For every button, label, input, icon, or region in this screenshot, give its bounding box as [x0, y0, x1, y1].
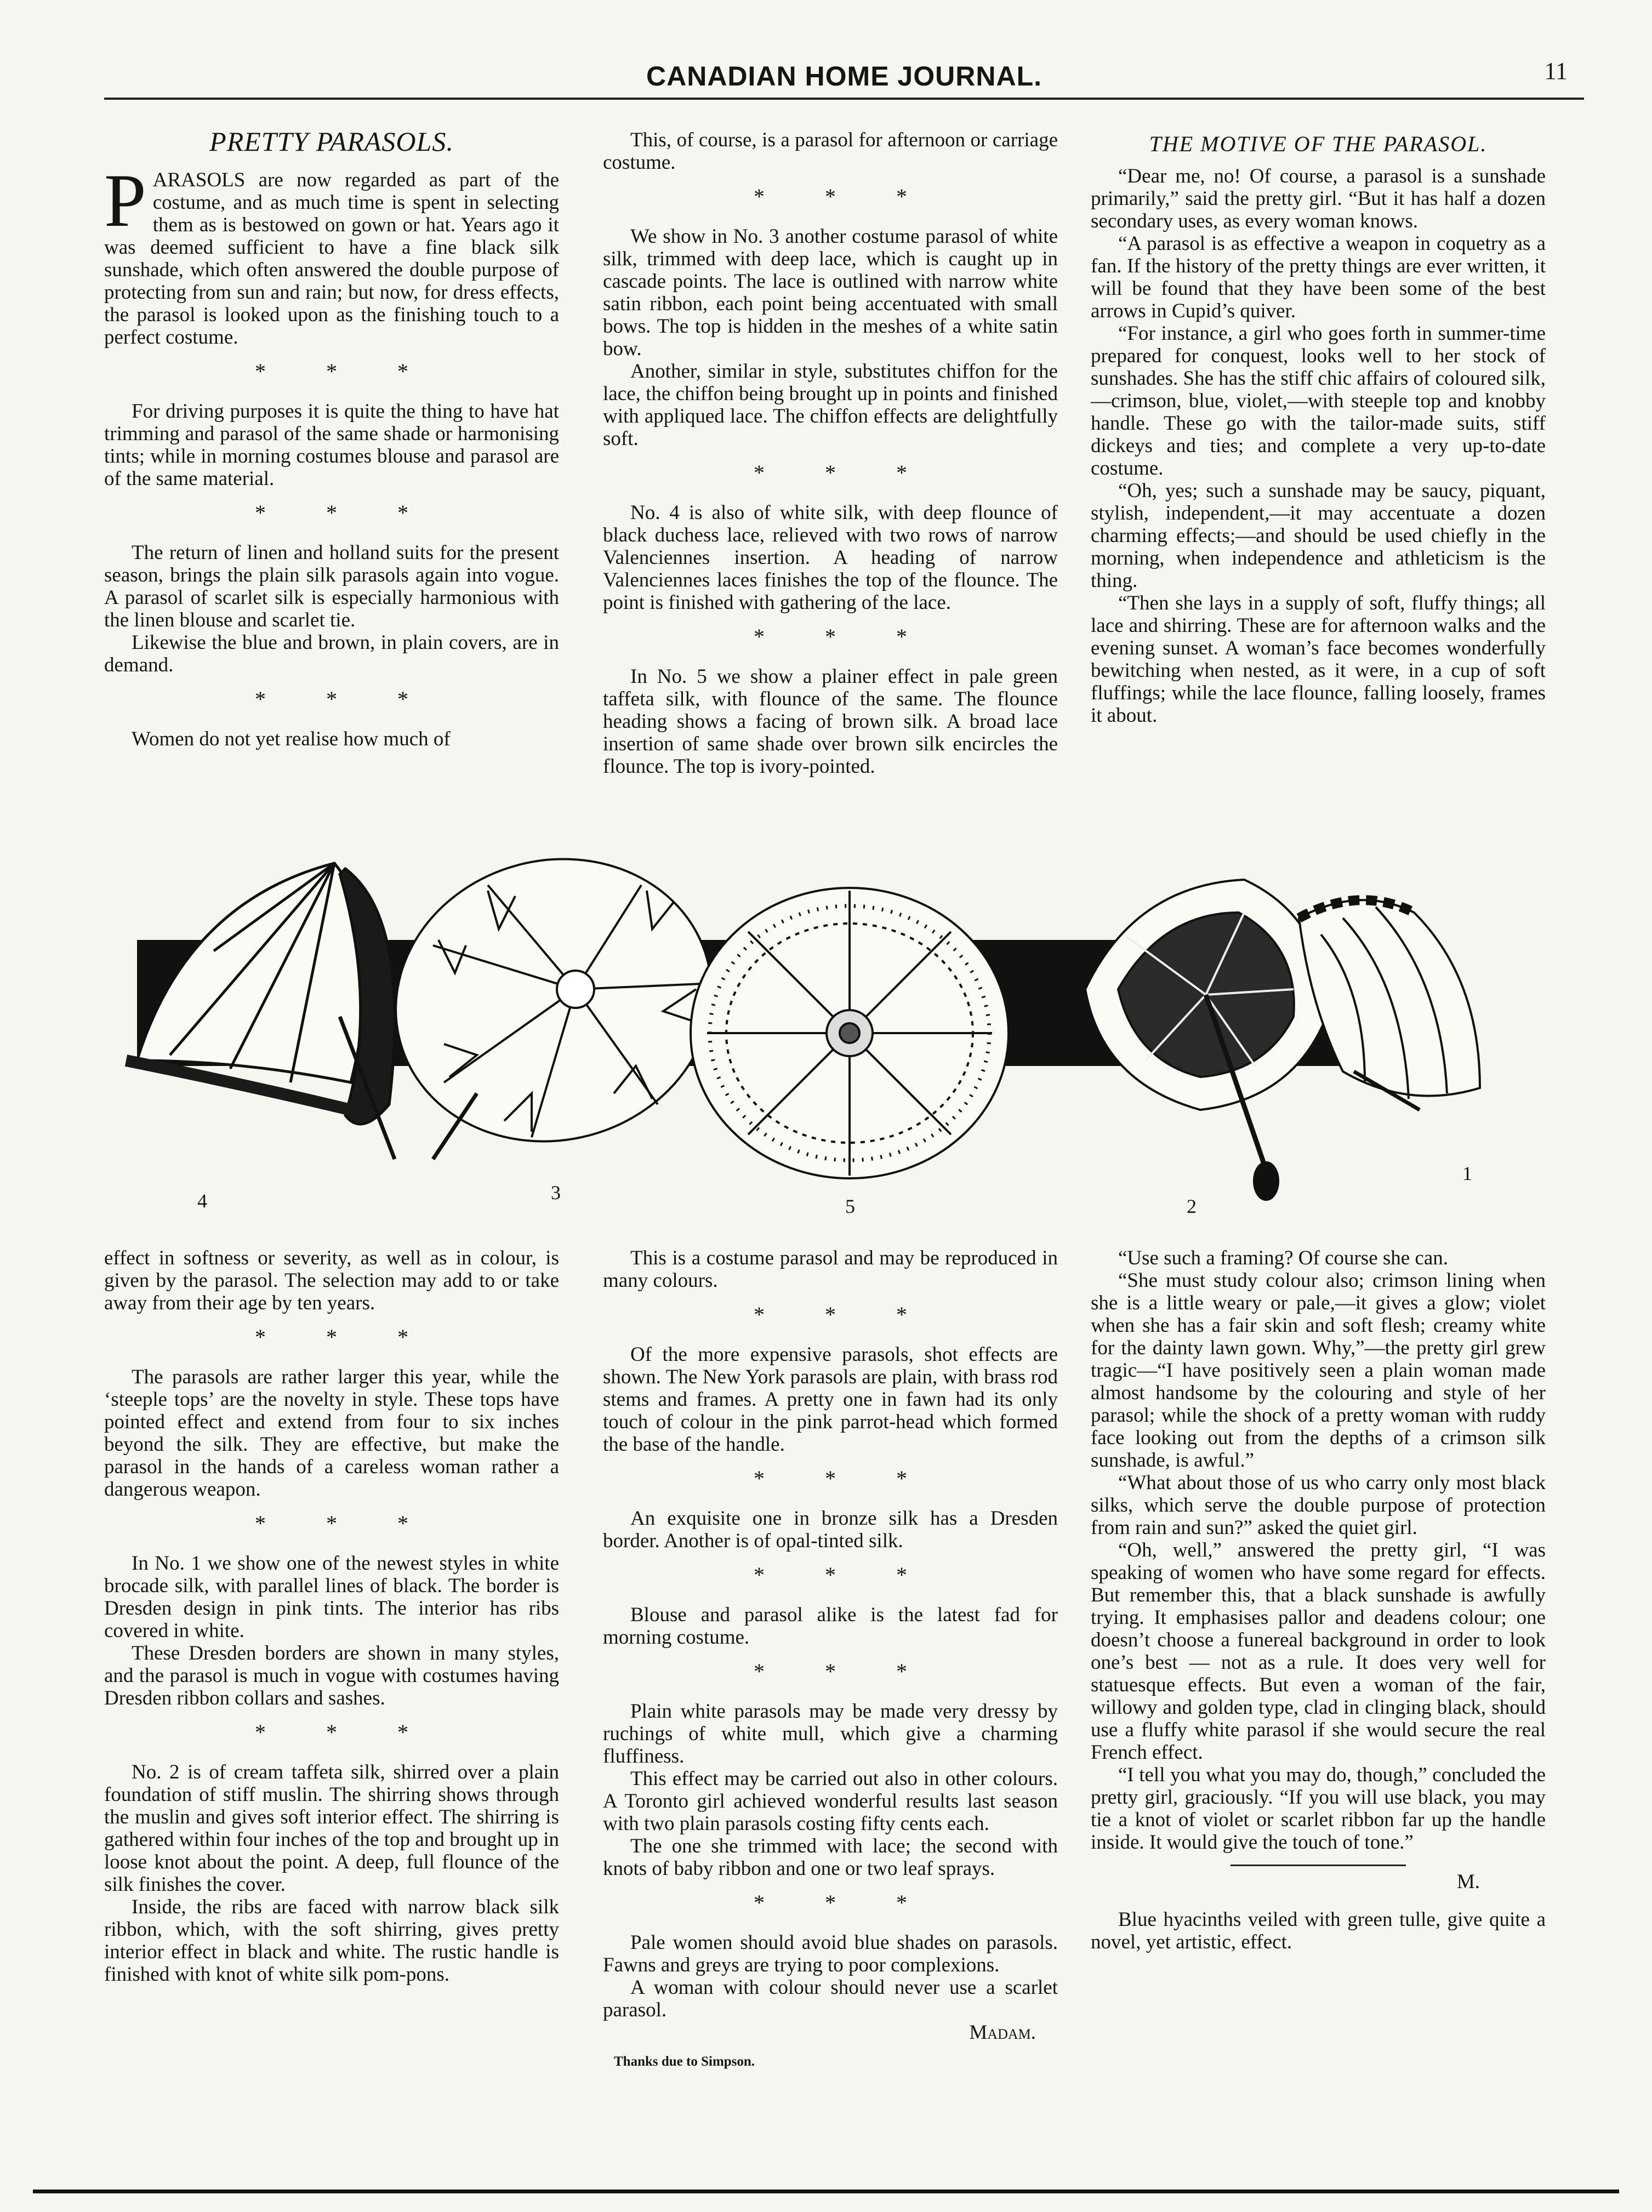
- page-number: 11: [1544, 58, 1568, 84]
- paragraph: We show in No. 3 another costume parasol of white silk, trimmed with deep lace, which is caught up in cascade points. The lace is outlined with narrow white satin ribbon, each point being accentuated with small bows. The top is hidden in the meshes of a white satin bow.: [603, 225, 1058, 360]
- paragraph: Inside, the ribs are faced with narrow black silk ribbon, which, with the soft shirring, gives pretty interior effect in black and white. The rustic handle is finished with knot of white silk pom-pons.: [104, 1896, 559, 1986]
- column-1-bottom: [104, 1247, 559, 1986]
- signature-madam: Madam.: [969, 2021, 1036, 2044]
- paragraph: Likewise the blue and brown, in plain covers, are in demand.: [104, 631, 559, 676]
- article-heading-motive: THE MOTIVE OF THE PARASOL.: [1149, 132, 1488, 156]
- credit-line: Thanks due to Simpson.: [614, 2054, 755, 2069]
- paragraph: In No. 1 we show one of the newest styles in white brocade silk, with parallel lines of black. The border is Dresden design in pink tints. The interior has ribs covered in white.: [104, 1552, 559, 1642]
- section-divider: * * *: [754, 460, 935, 485]
- article-heading-pretty-parasols: PRETTY PARASOLS.: [209, 126, 454, 157]
- section-divider: * * *: [255, 687, 436, 711]
- article-end-rule: [1231, 1865, 1406, 1866]
- figure-label-1: 1: [1462, 1162, 1472, 1184]
- paragraph: No. 4 is also of white silk, with deep flounce of black duchess lace, relieved with two rows of narrow Valenciennes insertion. A heading of narrow Valenciennes laces finishes the top of the flounce. The point is finished with gathering of the lace.: [603, 501, 1058, 614]
- figure-label-5: 5: [845, 1195, 855, 1217]
- parasol-4-drawing: [126, 863, 395, 1159]
- paragraph: effect in softness or severity, as well as in colour, is given by the parasol. The selection may add to or take away from their age by ten years.: [104, 1247, 559, 1314]
- column-3-bottom: [1091, 1247, 1546, 1953]
- paragraph: The one she trimmed with lace; the second with knots of baby ribbon and one or two leaf sprays.: [603, 1835, 1058, 1880]
- figure-label-4: 4: [197, 1190, 207, 1212]
- section-divider: * * *: [255, 1720, 436, 1744]
- paragraph: “Then she lays in a supply of soft, fluffy things; all lace and shirring. These are for afternoon walks and the evening sunset. A woman’s face becomes wonderfully bewitching when nested, as it were, in a cup of soft fluffings; while the lace flounce, falling loosely, frames it about.: [1091, 592, 1546, 727]
- section-divider: * * *: [754, 1466, 935, 1491]
- paragraph: “A parasol is as effective a weapon in coquetry as a fan. If the history of the pretty things are ever written, it will be found that they have been some of the best arrows in Cupid’s quiver.: [1091, 232, 1546, 322]
- paragraph: “I tell you what you may do, though,” concluded the pretty girl, graciously. “If you will use black, you may tie a knot of violet or scarlet ribbon far up the handle inside. It would give the touch of tone.”: [1091, 1764, 1546, 1854]
- parasol-5-drawing: [691, 888, 1009, 1178]
- figure-label-2: 2: [1187, 1195, 1197, 1217]
- parasol-2-drawing: [1085, 880, 1326, 1200]
- paragraph: Women do not yet realise how much of: [132, 728, 451, 750]
- section-divider: * * *: [754, 1659, 935, 1684]
- paragraph: Pale women should avoid blue shades on parasols. Fawns and greys are trying to poor complexions.: [603, 1931, 1058, 1976]
- parasol-1-drawing: [1299, 900, 1480, 1110]
- paragraph: “Use such a framing? Of course she can.: [1118, 1247, 1449, 1269]
- paragraph: The parasols are rather larger this year, while the ‘steeple tops’ are the novelty in style. These tops have pointed effect and extend from four to six inches beyond the silk. They are effective, but make the parasol in the hands of a careless woman rather a dangerous weapon.: [104, 1366, 559, 1501]
- footer-rule: [33, 2190, 1619, 2193]
- paragraph: An exquisite one in bronze silk has a Dresden border. Another is of opal-tinted silk.: [603, 1507, 1058, 1552]
- drop-cap: P: [104, 158, 146, 242]
- column-1-top: [104, 126, 559, 750]
- paragraph: In No. 5 we show a plainer effect in pale green taffeta silk, with flounce of the same. The flounce heading shows a facing of brown silk. A broad lace insertion of same shade over brown silk encircles the flounce. The top is ivory-pointed.: [603, 665, 1058, 778]
- section-divider: * * *: [754, 1563, 935, 1587]
- paragraph: This, of course, is a parasol for afternoon or carriage costume.: [603, 129, 1058, 174]
- paragraph: This is a costume parasol and may be reproduced in many colours.: [603, 1247, 1058, 1292]
- signature-m: M.: [1456, 1871, 1480, 1893]
- column-2-bottom: [603, 1247, 1058, 2073]
- section-divider: * * *: [754, 624, 935, 649]
- parasols-illustration: [104, 852, 1584, 1230]
- paragraph: Of the more expensive parasols, shot effects are shown. The New York parasols are plain, with brass rod stems and frames. A pretty one in fawn had its only touch of colour in the pink parrot-head which formed the base of the handle.: [603, 1343, 1058, 1456]
- section-divider: * * *: [255, 500, 436, 525]
- paragraph: Another, similar in style, substitutes chiffon for the lace, the chiffon being brought up in points and finished with appliqued lace. The chiffon effects are delightfully soft.: [603, 360, 1058, 450]
- paragraph: “She must study colour also; crimson lining when she is a little weary or pale,—it gives a glow; violet when she has a fair skin and soft flesh; creamy white for the dainty lawn gown. Why,”—the pretty girl grew tragic—“I have positively seen a plain woman made almost handsome by the colouring and style of her parasol; while the shock of a pretty woman with ruddy face looking out from the depths of a crimson silk sunshade, is awful.”: [1091, 1269, 1546, 1472]
- paragraph: Blouse and parasol alike is the latest fad for morning costume.: [603, 1604, 1058, 1649]
- paragraph: For driving purposes it is quite the thing to have hat trimming and parasol of the same shade or harmonising tints; while in morning costumes blouse and parasol are of the same material.: [104, 400, 559, 490]
- section-divider: * * *: [255, 359, 436, 384]
- paragraph: These Dresden borders are shown in many styles, and the parasol is much in vogue with costumes having Dresden ribbon collars and sashes.: [104, 1642, 559, 1709]
- paragraph: “What about those of us who carry only most black silks, which serve the double purpose of protection from rain and sun?” asked the quiet girl.: [1091, 1472, 1546, 1539]
- running-head: [104, 59, 1584, 98]
- section-divider: * * *: [754, 184, 935, 209]
- column-2-top: [603, 129, 1058, 778]
- section-divider: * * *: [255, 1511, 436, 1536]
- column-3-top: [1091, 129, 1546, 727]
- section-divider: * * *: [255, 1325, 436, 1349]
- paragraph: PARASOLS are now regarded as part of the costume, and as much time is spent in selecting them as is bestowed on gown or hat. Years ago it was deemed sufficient to have a fine black silk sunshade, which often answered the double purpose of protecting from sun and rain; but now, for dress effects, the parasol is looked upon as the finishing touch to a perfect costume.: [104, 158, 559, 349]
- paragraph: “Oh, yes; such a sunshade may be saucy, piquant, stylish, independent,—it may accentuate a dozen charming effects;—and should be used chiefly in the morning, when independence and athleticism is the thing.: [1091, 480, 1546, 592]
- section-divider: * * *: [754, 1302, 935, 1327]
- header-rule: [104, 98, 1584, 100]
- paragraph: “Oh, well,” answered the pretty girl, “I was speaking of women who have some regard for effects. But remember this, that a black sunshade is awfully trying. It emphasises pallor and deadens colour; one doesn’t choose a funereal background in order to look one’s best — not as a rule. It does very well for statuesque effects. But even a woman of the fair, willowy and golden type, clad in clinging black, should use a fluffy white parasol if she would secure the real French effect.: [1091, 1539, 1546, 1764]
- paragraph: The return of linen and holland suits for the present season, brings the plain silk parasols again into vogue. A parasol of scarlet silk is especially harmonious with the linen blouse and scarlet tie.: [104, 541, 559, 631]
- paragraph: “For instance, a girl who goes forth in summer-time prepared for conquest, looks well to her stock of sunshades. She has the stiff chic affairs of coloured silk,—crimson, blue, violet,—with steeple top and knobby handle. These go with the tailor-made suits, stiff dickeys and ties; and complete a very up-to-date costume.: [1091, 322, 1546, 480]
- paragraph: Plain white parasols may be made very dressy by ruchings of white mull, which give a charming fluffiness.: [603, 1700, 1058, 1768]
- figure-label-3: 3: [551, 1182, 561, 1204]
- paragraph: This effect may be carried out also in other colours. A Toronto girl achieved wonderful results last season with two plain parasols costing fifty cents each.: [603, 1768, 1058, 1835]
- parasol-3-drawing: [364, 852, 743, 1176]
- section-divider: * * *: [754, 1890, 935, 1915]
- paragraph: Blue hyacinths veiled with green tulle, give quite a novel, yet artistic, effect.: [1091, 1908, 1546, 1953]
- paragraph: “Dear me, no! Of course, a parasol is a sunshade primarily,” said the pretty girl. “But it has half a dozen secondary uses, as every woman knows.: [1091, 165, 1546, 232]
- paragraph: No. 2 is of cream taffeta silk, shirred over a plain foundation of stiff muslin. The shirring shows through the muslin and gives soft interior effect. The shirring is gathered within four inches of the top and brought up in loose knot about the point. A deep, full flounce of the silk finishes the cover.: [104, 1761, 559, 1896]
- paragraph: A woman with colour should never use a scarlet parasol.: [603, 1976, 1058, 2021]
- journal-title: CANADIAN HOME JOURNAL.: [646, 61, 1042, 92]
